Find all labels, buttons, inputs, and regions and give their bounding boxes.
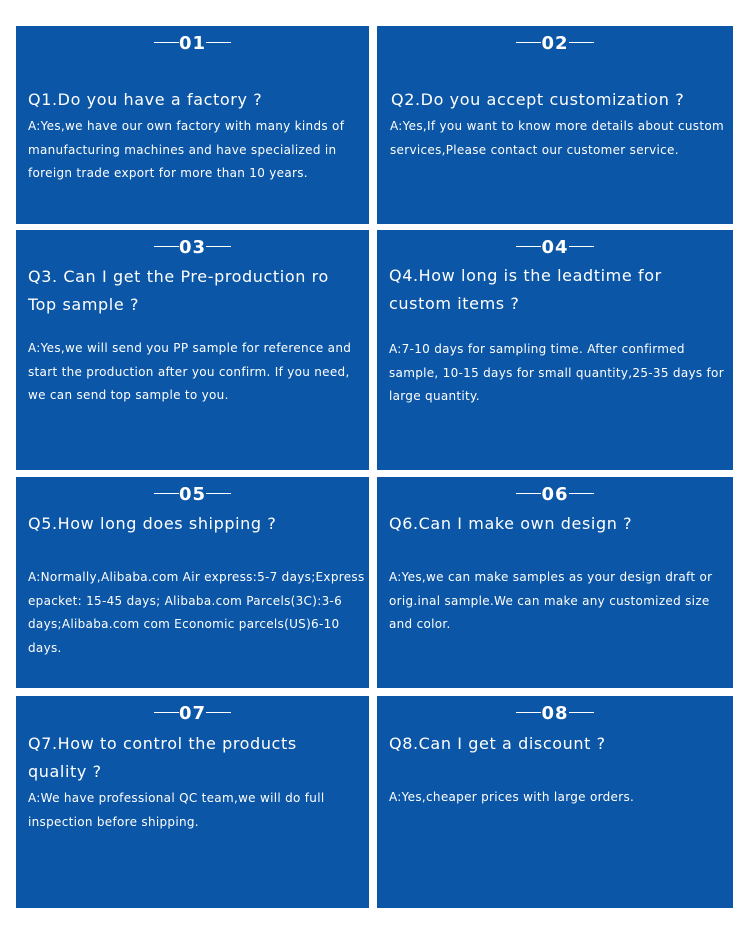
faq-answer: A:Yes,we have our own factory with many kinds of manufacturing machines and have specialized in foreign trade export for more than 10 years. [28, 119, 345, 180]
faq-card-5 [16, 477, 369, 688]
faq-card-6 [377, 477, 733, 688]
faq-number: 04 [377, 236, 733, 260]
faq-answer: A:Yes,we will send you PP sample for reference and start the production after you confirm. If you need, we can send top sample to you. [28, 341, 352, 402]
faq-question: Q7.How to control the products quality ? [28, 734, 297, 781]
faq-number: 06 [377, 483, 733, 507]
faq-question: Q1.Do you have a factory ? [28, 90, 263, 109]
faq-question: Q5.How long does shipping ? [28, 514, 277, 533]
faq-answer: A:We have professional QC team,we will do full inspection before shipping. [28, 791, 325, 829]
faq-question: Q2.Do you accept customization ? [391, 90, 685, 109]
faq-answer: A:Yes,If you want to know more details about custom services,Please contact our customer service. [390, 119, 724, 157]
faq-card-1 [16, 26, 369, 224]
faq-answer: A:Yes,we can make samples as your design draft or orig.inal sample.We can make any customized size and color. [389, 570, 713, 631]
faq-question: Q3. Can I get the Pre-production ro Top sample ? [28, 267, 329, 314]
faq-number: 08 [377, 702, 733, 726]
faq-card-4 [377, 230, 733, 470]
faq-number: 07 [16, 702, 369, 726]
faq-number: 05 [16, 483, 369, 507]
faq-number: 01 [16, 32, 369, 56]
faq-card-8 [377, 696, 733, 908]
faq-question: Q4.How long is the leadtime for custom items ? [389, 266, 662, 313]
faq-card-7 [16, 696, 369, 908]
faq-answer: A:Normally,Alibaba.com Air express:5-7 days;Express epacket: 15-45 days; Alibaba.com Parcels(3C):3-6 days;Alibaba.com com Economic parcels(US)6-10 days. [28, 570, 365, 655]
faq-number: 03 [16, 236, 369, 260]
faq-question: Q8.Can I get a discount ? [389, 734, 606, 753]
faq-card-2 [377, 26, 733, 224]
faq-answer: A:Yes,cheaper prices with large orders. [389, 790, 635, 804]
faq-question: Q6.Can I make own design ? [389, 514, 633, 533]
faq-card-3 [16, 230, 369, 470]
faq-answer: A:7-10 days for sampling time. After confirmed sample, 10-15 days for small quantity,25-35 days for large quantity. [389, 342, 724, 403]
faq-number: 02 [377, 32, 733, 56]
